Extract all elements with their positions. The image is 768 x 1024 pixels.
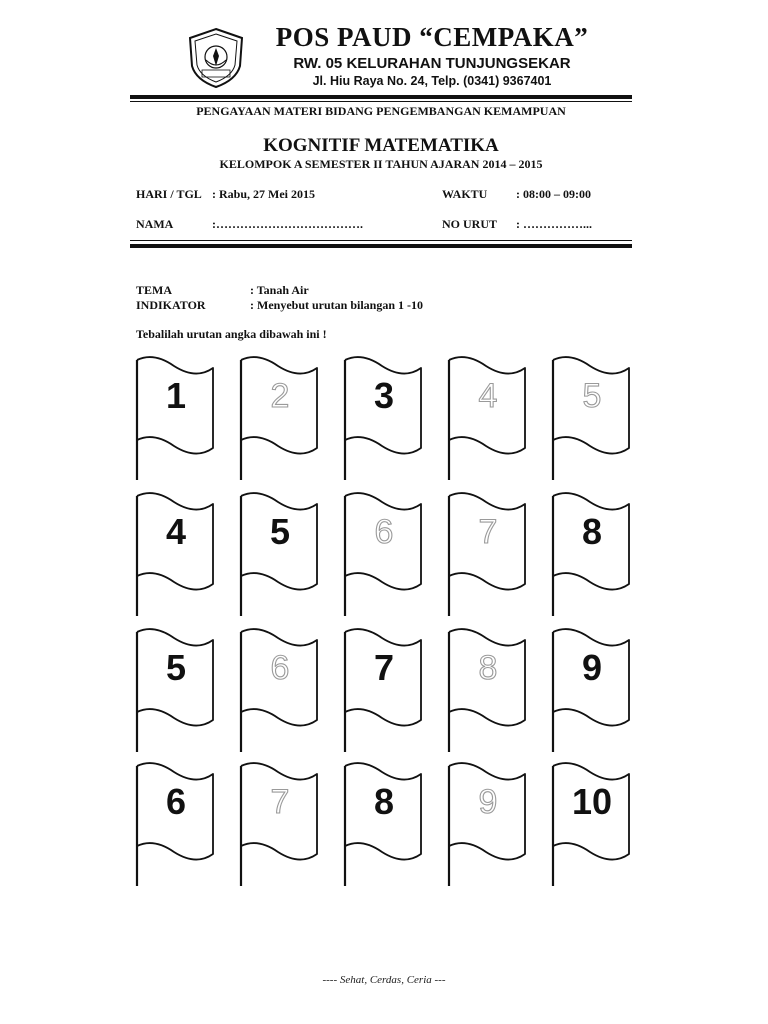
- trace-number[interactable]: 9: [478, 783, 498, 821]
- worksheet-subtitle: PENGAYAAN MATERI BIDANG PENGEMBANGAN KEMAMPUAN: [196, 104, 566, 118]
- number-flag: [238, 628, 320, 754]
- time-label: WAKTU: [442, 187, 488, 201]
- flag-number: 9: [581, 647, 603, 688]
- number-flag: [134, 762, 216, 888]
- number-flag: [238, 356, 320, 482]
- name-field[interactable]: :……………………………….: [212, 217, 363, 231]
- trace-number[interactable]: 6: [374, 513, 394, 551]
- flag-number: 5: [165, 647, 187, 688]
- number-flag: [550, 356, 632, 482]
- flag-number: 3: [373, 375, 395, 416]
- number-flag: [134, 492, 216, 618]
- school-name: POS PAUD “CEMPAKA”: [275, 22, 589, 52]
- number-flag: [446, 628, 528, 754]
- fields-rule-thin: [130, 240, 632, 241]
- time-value: : 08:00 – 09:00: [516, 187, 591, 201]
- order-label: NO URUT: [442, 217, 498, 231]
- trace-number[interactable]: 7: [270, 783, 290, 821]
- theme-value: : Tanah Air: [250, 283, 309, 297]
- flag-number: 7: [373, 647, 395, 688]
- flag-number: 8: [373, 781, 395, 822]
- number-flag: [342, 762, 424, 888]
- flag-number: 10: [571, 781, 613, 822]
- number-flag: [238, 762, 320, 888]
- trace-number[interactable]: 4: [478, 377, 498, 415]
- school-logo-icon: [184, 26, 248, 90]
- number-flag: [238, 492, 320, 618]
- number-flag: [134, 356, 216, 482]
- fields-rule: [130, 244, 632, 248]
- header-rule: [130, 95, 632, 99]
- school-subtitle: RW. 05 KELURAHAN TUNJUNGSEKAR: [293, 55, 571, 72]
- instruction-text: Tebalilah urutan angka dibawah ini !: [136, 327, 327, 341]
- day-value: : Rabu, 27 Mei 2015: [212, 187, 315, 201]
- number-flag: [446, 356, 528, 482]
- trace-number[interactable]: 6: [270, 649, 290, 687]
- order-field[interactable]: : ……………...: [516, 217, 592, 231]
- number-flag: [342, 492, 424, 618]
- number-flag: [134, 628, 216, 754]
- day-label: HARI / TGL: [136, 187, 202, 201]
- number-flag: [342, 628, 424, 754]
- trace-number[interactable]: 8: [478, 649, 498, 687]
- school-address: Jl. Hiu Raya No. 24, Telp. (0341) 9367401: [312, 74, 552, 88]
- indicator-value: : Menyebut urutan bilangan 1 -10: [250, 298, 424, 312]
- indicator-label: INDIKATOR: [136, 298, 206, 312]
- trace-number[interactable]: 2: [270, 377, 290, 415]
- flag-number: 6: [165, 781, 187, 822]
- theme-label: TEMA: [136, 283, 172, 297]
- flag-number: 8: [581, 511, 603, 552]
- trace-number[interactable]: 7: [478, 513, 498, 551]
- number-flag: [550, 492, 632, 618]
- number-flag: [550, 762, 632, 888]
- name-label: NAMA: [136, 217, 174, 231]
- footer-text: ---- Sehat, Cerdas, Ceria ---: [322, 974, 446, 986]
- worksheet-group-line: KELOMPOK A SEMESTER II TAHUN AJARAN 2014 – 2015: [219, 157, 543, 171]
- trace-number[interactable]: 5: [582, 377, 602, 415]
- number-flag: [550, 628, 632, 754]
- number-flag: [446, 762, 528, 888]
- number-flag: [446, 492, 528, 618]
- number-flag: [342, 356, 424, 482]
- flag-number: 5: [269, 511, 291, 552]
- header-rule-thin: [130, 101, 632, 102]
- worksheet-title: KOGNITIF MATEMATIKA: [263, 135, 499, 156]
- flag-number: 4: [165, 511, 187, 552]
- flag-number: 1: [165, 375, 187, 416]
